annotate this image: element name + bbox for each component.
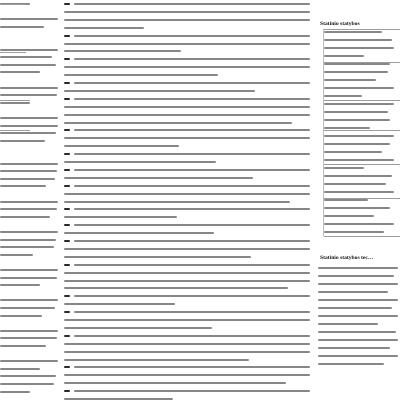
text-line: [74, 224, 310, 226]
text-line: [0, 185, 46, 187]
text-line: [64, 359, 249, 361]
outline-rule: [324, 29, 400, 30]
text-line: [324, 135, 394, 137]
text-line: [74, 58, 310, 60]
text-line: [64, 137, 310, 139]
text-line: [64, 201, 290, 203]
text-line: [74, 98, 310, 100]
text-line: [0, 391, 30, 393]
text-line: [0, 64, 56, 66]
text-line: [64, 90, 255, 92]
paragraph-number: [64, 3, 70, 5]
text-line: [74, 208, 310, 210]
text-line: [64, 11, 310, 13]
text-line: [324, 79, 376, 81]
text-line: [324, 215, 374, 217]
text-line: [0, 216, 50, 218]
text-line: [0, 383, 54, 385]
text-line: [64, 287, 288, 289]
text-line: [74, 169, 310, 171]
text-line: [0, 246, 54, 248]
paragraph-number: [64, 335, 70, 337]
text-line: [318, 339, 398, 341]
text-line: [324, 159, 394, 161]
text-line: [324, 199, 368, 201]
text-line: [0, 170, 57, 172]
text-line: [64, 122, 292, 124]
right-heading-top: Statinio statybos: [320, 21, 360, 27]
text-line: [324, 55, 364, 57]
text-line: [0, 71, 40, 73]
text-line: [318, 331, 396, 333]
text-line: [318, 347, 390, 349]
text-line: [64, 106, 310, 108]
text-line: [74, 3, 310, 5]
text-line: [74, 311, 310, 313]
text-line: [64, 256, 251, 258]
text-line: [324, 223, 394, 225]
text-line: [64, 382, 286, 384]
text-line: [0, 49, 58, 51]
text-line: [324, 167, 364, 169]
paragraph-number: [64, 153, 70, 155]
text-line: [74, 185, 310, 187]
text-line: [318, 363, 384, 365]
text-line: [324, 111, 388, 113]
table-rule: [0, 4, 26, 5]
paragraph-number: [64, 35, 70, 37]
text-line: [324, 63, 390, 65]
text-line: [318, 267, 398, 269]
paragraph-number: [64, 240, 70, 242]
text-line: [64, 232, 214, 234]
text-line: [318, 323, 378, 325]
outline-rule: [324, 236, 400, 237]
outline-rule: [324, 164, 400, 165]
main-column-text: [64, 0, 314, 400]
text-line: [318, 275, 394, 277]
text-line: [64, 50, 181, 52]
text-line: [0, 178, 55, 180]
paragraph-number: [64, 208, 70, 210]
outline-border: [323, 29, 324, 236]
text-line: [324, 183, 386, 185]
text-line: [64, 280, 310, 282]
text-line: [74, 82, 310, 84]
text-line: [318, 291, 388, 293]
text-line: [0, 18, 58, 20]
paragraph-number: [64, 185, 70, 187]
text-line: [0, 201, 58, 203]
text-line: [0, 315, 42, 317]
paragraph-number: [64, 311, 70, 313]
text-line: [0, 26, 44, 28]
right-column-outline: [314, 0, 400, 400]
text-line: [0, 284, 40, 286]
text-line: [0, 368, 40, 370]
outline-rule: [324, 130, 400, 131]
paragraph-number: [64, 98, 70, 100]
text-line: [64, 327, 212, 329]
left-column-text: [0, 0, 60, 400]
outline-rule: [324, 62, 400, 63]
text-line: [74, 335, 310, 337]
text-line: [324, 231, 384, 233]
text-line: [64, 343, 310, 345]
text-line: [0, 345, 46, 347]
text-line: [324, 207, 390, 209]
text-line: [318, 299, 398, 301]
right-heading-bottom: Statinio statybos tec…: [320, 255, 374, 261]
text-line: [318, 283, 398, 285]
text-line: [0, 269, 58, 271]
text-line: [74, 295, 310, 297]
paragraph-number: [64, 129, 70, 131]
text-line: [74, 390, 310, 392]
paragraph-number: [64, 169, 70, 171]
text-line: [64, 248, 310, 250]
text-line: [324, 175, 392, 177]
text-line: [0, 56, 52, 58]
text-line: [64, 43, 310, 45]
text-line: [324, 119, 390, 121]
paragraph-number: [64, 264, 70, 266]
text-line: [0, 307, 55, 309]
text-line: [0, 330, 58, 332]
text-line: [64, 66, 310, 68]
paragraph-number: [64, 390, 70, 392]
text-line: [74, 35, 310, 37]
text-line: [74, 264, 310, 266]
paragraph-number: [64, 224, 70, 226]
text-line: [64, 161, 216, 163]
text-line: [318, 315, 398, 317]
text-line: [64, 27, 144, 29]
outline-rule: [324, 100, 400, 101]
text-line: [74, 153, 310, 155]
text-line: [74, 129, 310, 131]
text-line: [0, 163, 58, 165]
table-rule: [0, 52, 26, 53]
text-line: [324, 127, 370, 129]
text-line: [0, 125, 58, 127]
text-line: [64, 374, 310, 376]
text-line: [64, 351, 310, 353]
text-line: [0, 277, 57, 279]
text-line: [0, 360, 58, 362]
text-line: [0, 117, 58, 119]
text-line: [64, 74, 218, 76]
text-line: [0, 254, 33, 256]
text-line: [64, 216, 177, 218]
text-line: [64, 303, 175, 305]
text-line: [324, 103, 394, 105]
table-rule: [0, 100, 30, 101]
text-line: [0, 231, 58, 233]
paragraph-number: [64, 82, 70, 84]
text-line: [0, 132, 56, 134]
text-line: [64, 319, 310, 321]
text-line: [64, 19, 310, 21]
table-rule: [0, 130, 30, 131]
text-line: [324, 87, 394, 89]
text-line: [0, 140, 45, 142]
text-line: [0, 337, 57, 339]
text-line: [318, 307, 392, 309]
text-line: [324, 39, 392, 41]
text-line: [64, 272, 310, 274]
text-line: [0, 299, 58, 301]
text-line: [74, 366, 310, 368]
paragraph-number: [64, 366, 70, 368]
text-line: [64, 193, 310, 195]
text-line: [74, 240, 310, 242]
text-line: [318, 355, 398, 357]
text-line: [324, 31, 382, 33]
text-line: [324, 143, 390, 145]
text-line: [324, 151, 382, 153]
text-line: [0, 239, 56, 241]
text-line: [0, 94, 57, 96]
paragraph-number: [64, 295, 70, 297]
text-line: [324, 71, 388, 73]
paragraph-number: [64, 58, 70, 60]
text-line: [0, 102, 30, 104]
text-line: [64, 145, 179, 147]
text-line: [0, 375, 56, 377]
outline-rule: [324, 198, 400, 199]
text-line: [64, 177, 253, 179]
text-line: [64, 114, 310, 116]
text-line: [324, 47, 394, 49]
text-line: [324, 95, 362, 97]
text-line: [324, 191, 394, 193]
text-line: [0, 87, 58, 89]
text-line: [0, 208, 57, 210]
